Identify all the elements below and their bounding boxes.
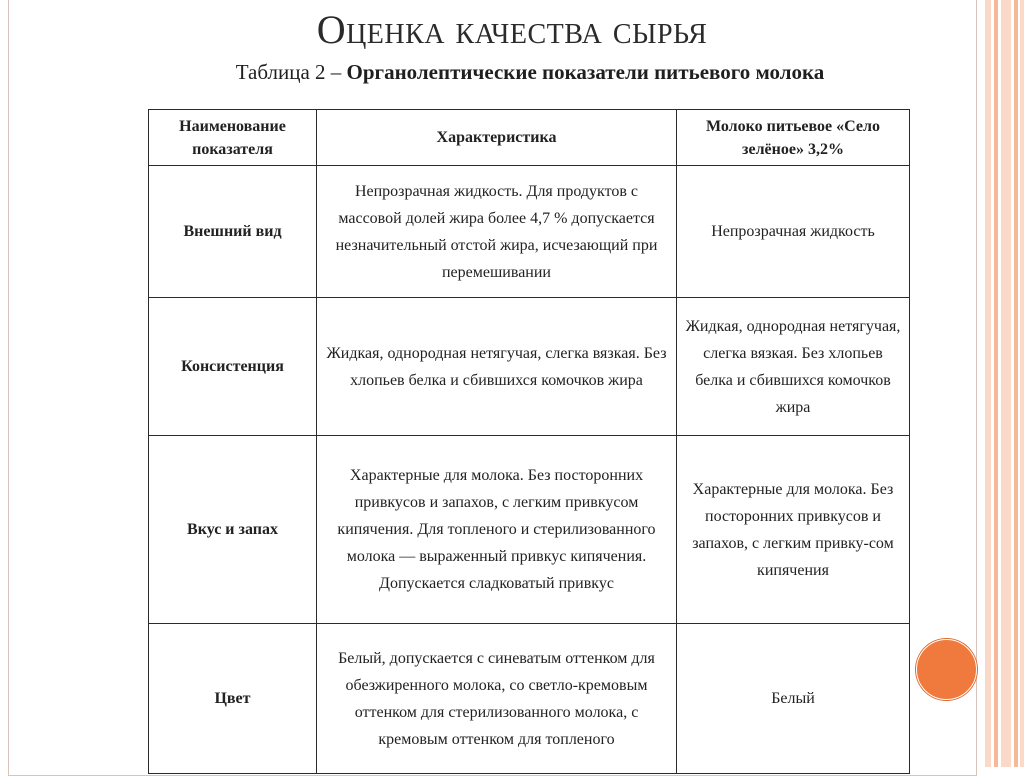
table-row-appearance — [149, 166, 910, 298]
row-name: Вкус и запах — [149, 436, 317, 624]
orange-circle-decoration — [916, 639, 977, 700]
row-product-value: Жидкая, однородная нетягучая, слегка вязкая. Без хлопьев белка и сбившихся комочков жира — [677, 298, 910, 436]
row-product-value: Белый — [677, 624, 910, 774]
stripe-5 — [1020, 0, 1024, 767]
table-caption-prefix: Таблица 2 – — [235, 60, 347, 84]
slide-title: Оценка качества сырья — [316, 7, 708, 52]
row-characteristic: Белый, допускается с синеватым оттенком для обезжиренного молока, со светло-кремовым оттенком для стерилизованного молока, с кремовым оттенком для топленого — [317, 624, 677, 774]
header-indicator-name: Наименование показателя — [149, 110, 317, 166]
table-caption-title: Органолептические показатели питьевого молока — [346, 60, 825, 84]
row-name: Цвет — [149, 624, 317, 774]
table-row-taste-smell — [149, 436, 910, 624]
table-row-consistency — [149, 298, 910, 436]
stripe-4 — [1014, 0, 1018, 767]
row-name: Консистенция — [149, 298, 317, 436]
row-product-value: Характерные для молока. Без посторонних привкусов и запахов, с легким привку-сом кипячения — [677, 436, 910, 624]
row-product-value: Непрозрачная жидкость — [677, 166, 910, 298]
header-characteristic: Характеристика — [317, 110, 677, 166]
row-characteristic: Характерные для молока. Без посторонних привкусов и запахов, с легким привкусом кипячения. Для топленого и стерилизованного молока — выраженный привкус кипячения. Допускается сладковатый привкус — [317, 436, 677, 624]
table-caption — [0, 60, 1024, 85]
header-product: Молоко питьевое «Село зелёное» 3,2% — [677, 110, 910, 166]
stripe-1 — [985, 0, 991, 767]
row-name: Внешний вид — [149, 166, 317, 298]
stripe-3 — [1001, 0, 1011, 767]
decorative-stripes — [985, 0, 1024, 767]
table-header-row — [149, 110, 910, 166]
row-characteristic: Непрозрачная жидкость. Для продуктов с массовой долей жира более 4,7 % допускается незначительный отстой жира, исчезающий при перемешивании — [317, 166, 677, 298]
row-characteristic: Жидкая, однородная нетягучая, слегка вязкая. Без хлопьев белка и сбившихся комочков жира — [317, 298, 677, 436]
stripe-2 — [994, 0, 998, 767]
indicators-table — [148, 109, 910, 774]
table-row-color — [149, 624, 910, 774]
